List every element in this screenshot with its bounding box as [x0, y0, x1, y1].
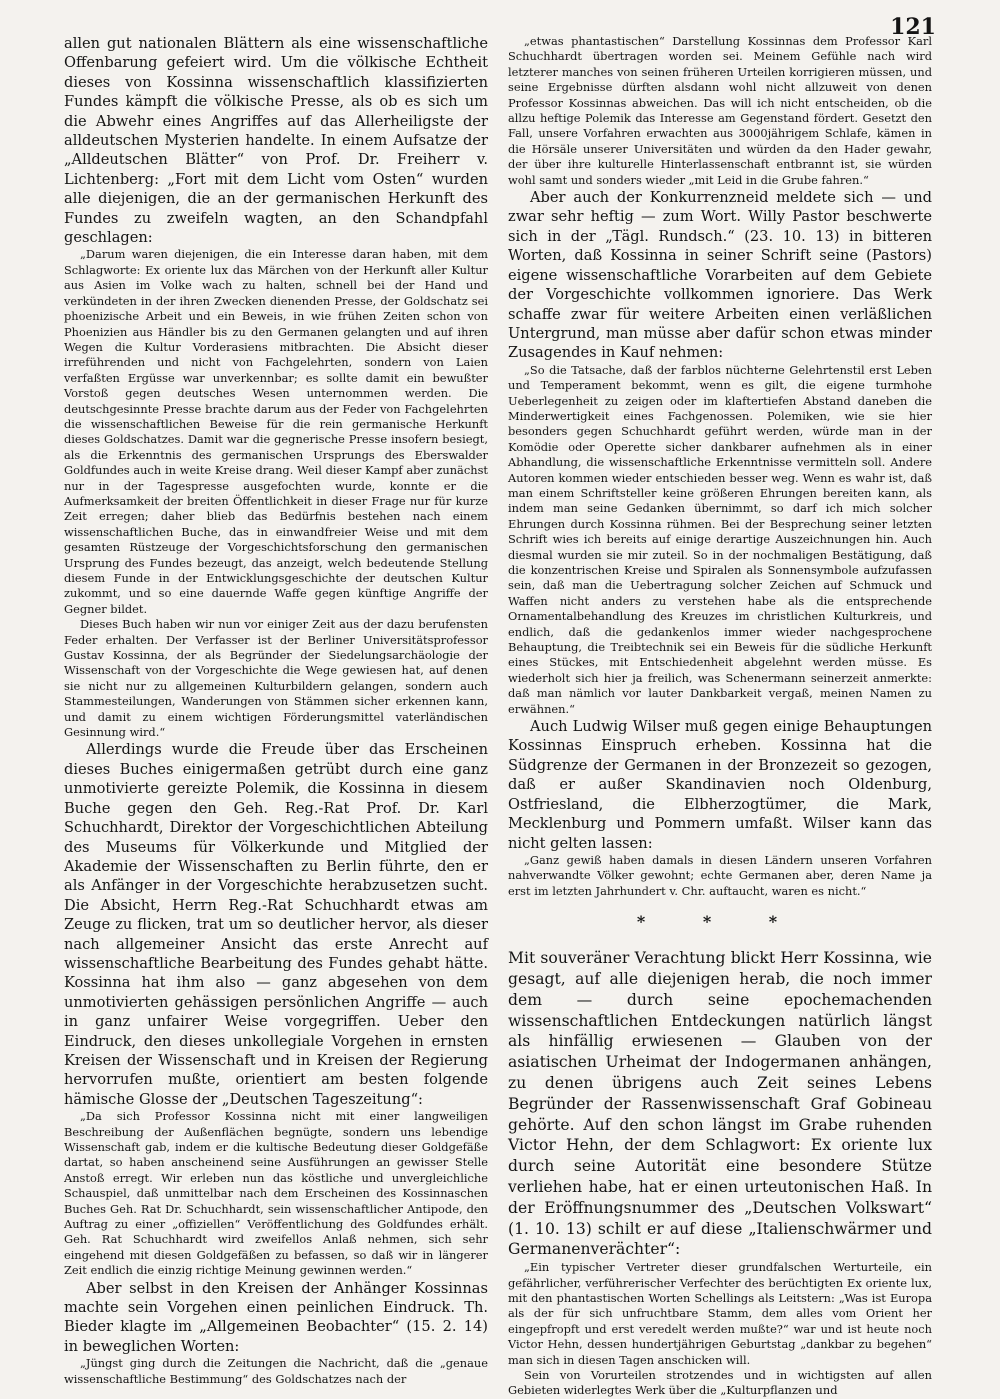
right-column [508, 34, 932, 1399]
quoted-paragraph: „Ein typischer Vertreter dieser grundfalschen Werturteile, ein gefährlicher, verführerischer Verfechter des berüchtigten Ex oriente lux, mit den phantastischen Worten Schellings als Leitstern: „Was ist Europa als der für sich unfruchtbare Stamm, dem alles vom Orient her eingepfropft und erst veredelt werden mußte?“ war und ist heute noch Victor Hehn, dessen hundertjährigen Geburtstag „dankbar zu begehen“ man sich in diesen Tagen anschicken will. [508, 1260, 932, 1367]
left-column [64, 34, 488, 1387]
quoted-paragraph: Dieses Buch haben wir nun vor einiger Zeit aus der dazu berufensten Feder erhalten. Der Verfasser ist der Berliner Universitätsprofessor Gustav Kossinna, der als Begründer der Siedelungsarchäologie der Wissenschaft von der Vorgeschichte die Wege gewiesen hat, auf denen sie nicht nur zu allgemeinen Kulturbildern gelangen, sondern auch Stammesteilungen, Wanderungen von Stämmen sicher erkennen kann, und damit zu einem wichtigen Förderungsmittel vaterländischen Gesinnung wird.“ [64, 617, 488, 740]
body-paragraph: Aber auch der Konkurrenzneid meldete sich — und zwar sehr heftig — zum Wort. Willy Pastor beschwerte sich in der „Tägl. Rundsch.“ (23. 10. 13) in bitteren Worten, daß Kossinna in seiner Schrift seine (Pastors) eigene wissenschaftliche Vorarbeiten auf dem Gebiete der Vorgeschichte vollkommen ignoriere. Das Werk schaffe zwar für weitere Arbeiten einen verläßlichen Untergrund, man müsse aber dafür schon etwas minder Zusagendes in Kauf nehmen: [508, 189, 932, 362]
body-paragraph: Aber selbst in den Kreisen der Anhänger Kossinnas machte sein Vorgehen einen peinlichen Eindruck. Th. Bieder klagte im „Allgemeinen Beobachter“ (15. 2. 14) in beweglichen Worten: [64, 1279, 488, 1355]
quoted-paragraph: „Ganz gewiß haben damals in diesen Ländern unseren Vorfahren nahverwandte Völker gewohnt; echte Germanen aber, deren Name ja erst im letzten Jahrhundert v. Chr. auftaucht, waren es nicht.“ [508, 852, 932, 898]
quoted-paragraph: „Jüngst ging durch die Zeitungen die Nachricht, daß die „genaue wissenschaftliche Bestimmung“ des Goldschatzes nach der [64, 1356, 488, 1386]
body-paragraph: allen gut nationalen Blättern als eine wissenschaftliche Offenbarung gefeiert wird. Um die völkische Echtheit dieses von Kossinna wissenschaftlich klassifizierten Fundes kämpft die völkische Presse, als ob es sich um die Abwehr eines Angriffes auf das Allerheiligste der alldeutschen Mysterien handelte. In einem Aufsatze der „Alldeutschen Blätter“ von Prof. Dr. Freiherr v. Lichtenberg: „Fort mit dem Licht vom Osten“ wurden alle diejenigen, die an der germanischen Herkunft des Fundes zu zweifeln wagten, an den Schandpfahl geschlagen: [64, 35, 488, 247]
quoted-paragraph: „Darum waren diejenigen, die ein Interesse daran haben, mit dem Schlagworte: Ex oriente lux das Märchen von der Herkunft aller Kultur aus Asien im Volke wach zu halten, schnell bei der Hand und verkündeten in der ihren Zwecken dienenden Presse, der Goldschatz sei phoenizische Arbeit und ein Beweis, in wie frühen Zeiten schon von Phoenizien aus Händler bis zu den Germanen gelangten und auf ihren Wegen die Kultur Vorderasiens mitbrachten. Die Absicht dieser irreführenden und nicht von Fachgelehrten, sondern von Laien verfaßten Ergüsse war unverkennbar; es sollte damit ein bewußter Vorstoß gegen deutsches Wesen unternommen werden. Die deutschgesinnte Presse brachte darum aus der Feder von Fachgelehrten die wissenschaftlichen Beweise für die rein germanische Herkunft dieses Goldschatzes. Damit war die gegnerische Presse insofern besiegt, als die Erkenntnis des germanischen Ursprungs des Eberswalder Goldfundes auch in weite Kreise drang. Weil dieser Kampf aber zunächst nur in der Tagespresse ausgefochten wurde, konnte er die Aufmerksamkeit der breiten Öffentlichkeit in dieser Frage nur für kurze Zeit erregen; daher blieb das Bedürfnis bestehen nach einem wissenschaftlichen Buche, das in einwandfreier Weise und mit dem gesamten Rüstzeuge der Vorgeschichtsforschung den germanischen Ursprung des Fundes bezeugt, das anzeigt, welch bedeutende Stellung diesem Funde in der Entwicklungsgeschichte der deutschen Kultur zukommt, und so eine dauernde Waffe gegen künftige Angriffe der Gegner bildet. [64, 247, 488, 616]
quoted-paragraph: „etwas phantastischen“ Darstellung Kossinnas dem Professor Karl Schuchhardt übertragen worden sei. Meinem Gefühle nach wird letzterer manches von seinen früheren Urteilen korrigieren müssen, und seine Ergebnisse dürften alsdann wohl nicht allzuweit von denen Professor Kossinnas abweichen. Das will ich nicht entscheiden, ob die allzu heftige Polemik das Interesse am Gegenstand fördert. Gesetzt den Fall, unsere Vorfahren erwachten aus 3000jährigem Schlafe, kämen in die Hörsäle unserer Universitäten und würden da den Hader gewahr, der über ihre kulturelle Hinterlassenschaft entbrannt ist, sie würden wohl samt und sonders wieder „mit Leid in die Grube fahren.“ [508, 34, 932, 187]
section-separator: * * * [636, 912, 804, 932]
body-paragraph: Mit souveräner Verachtung blickt Herr Kossinna, wie gesagt, auf alle diejenigen herab, die noch immer dem — durch seine epochemachenden wissenschaftlichen Entdeckungen natürlich längst als hinfällig erwiesenen — Glauben von der asiatischen Urheimat der Indogermanen anhängen, zu denen übrigens auch Zeit seines Lebens Begründer der Rassenwissenschaft Graf Gobineau gehörte. Auf den schon längst im Grabe ruhenden Victor Hehn, der dem Schlagwort: Ex oriente lux durch seine Autorität eine besondere Stütze verliehen habe, hat er einen urteutonischen Haß. In der Eröffnungsnummer des „Deutschen Volkswart“ (1. 10. 13) schilt er auf diese „Italienschwärmer und Germanenverächter“: [508, 949, 932, 1259]
page-number: 121 [890, 14, 936, 40]
body-paragraph: Auch Ludwig Wilser muß gegen einige Behauptungen Kossinnas Einspruch erheben. Kossinna hat die Südgrenze der Germanen in der Bronzezeit so gezogen, daß er außer Skandinavien noch Oldenburg, Ostfriesland, die Elbherzogtümer, die Mark, Mecklenburg und Pommern umfaßt. Wilser kann das nicht gelten lassen: [508, 718, 932, 852]
quoted-paragraph: Sein von Vorurteilen strotzendes und in wichtigsten auf allen Gebieten widerlegtes Werk über die „Kulturpflanzen und [508, 1368, 932, 1398]
body-paragraph: Allerdings wurde die Freude über das Erscheinen dieses Buches einigermaßen getrübt durch eine ganz unmotivierte gereizte Polemik, die Kossinna in diesem Buche gegen den Geh. Reg.-Rat Prof. Dr. Karl Schuchhardt, Direktor der Vorgeschichtlichen Abteilung des Museums für Völkerkunde und Mitglied der Akademie der Wissenschaften zu Berlin führte, den er als Anfänger in der Vorgeschichte herabzusetzen sucht. Die Absicht, Herrn Reg.-Rat Schuchhardt etwas am Zeuge zu flicken, trat um so deutlicher hervor, als dieser nach allgemeiner Ansicht das erste Anrecht auf wissenschaftliche Bearbeitung des Fundes gehabt hätte. Kossinna hat ihm also — ganz abgesehen von dem unmotivierten gehässigen persönlichen Angriffe — auch in ganz unfairer Weise vorgegriffen. Ueber den Eindruck, den dieses unkollegiale Vorgehen in ernsten Kreisen der Wissenschaft und in Kreisen der Regierung hervorrufen mußte, orientiert am besten folgende hämische Glosse der „Deutschen Tageszeitung“: [64, 741, 488, 1108]
quoted-paragraph: „Da sich Professor Kossinna nicht mit einer langweiligen Beschreibung der Außenflächen begnügte, sondern uns lebendige Wissenschaft gab, indem er die kultische Bedeutung dieser Goldgefäße dartat, so haben anscheinend seine Ausführungen an gewisser Stelle Anstoß erregt. Wir erleben nun das köstliche und unvergleichliche Schauspiel, daß unmittelbar nach dem Erscheinen des Kossinnaschen Buches Geh. Rat Dr. Schuchhardt, sein wissenschaftlicher Antipode, den Auftrag zu einer „offiziellen“ Veröffentlichung des Goldfundes erhält. Geh. Rat Schuchhardt wird zweifellos Anlaß nehmen, sich sehr eingehend mit diesen Goldgefäßen zu befassen, so daß wir in längerer Zeit endlich die einzig richtige Meinung gewinnen werden.“ [64, 1109, 488, 1278]
quoted-paragraph: „So die Tatsache, daß der farblos nüchterne Gelehrtenstil erst Leben und Temperament bekommt, wenn es gilt, die eigene turmhohe Ueberlegenheit zu zeigen oder im klaftertiefen Abstand daneben die Minderwertigkeit eines Fachgenossen. Polemiken, wie sie hier besonders gegen Schuchhardt geführt werden, würde man in der Komödie oder Operette sicher dankbarer aufnehmen als in einer Abhandlung, die wissenschaftliche Erkenntnisse vermitteln soll. Andere Autoren kommen wieder entschieden besser weg. Wenn es wahr ist, daß man einem Schriftsteller keine größeren Ehrungen bereiten kann, als indem man seine Gedanken übernimmt, so darf ich mich solcher Ehrungen durch Kossinna rühmen. Bei der Besprechung seiner letzten Schrift wies ich bereits auf einige derartige Auszeichnungen hin. Auch diesmal wurden sie mir zuteil. So in der nochmaligen Bestätigung, daß die konzentrischen Kreise und Spiralen als Sonnensymbole aufzufassen sein, daß man die Uebertragung solcher Zeichen auf Schmuck und Waffen nicht anders zu verstehen habe als die entsprechende Ornamentalbehandlung des Kreuzes im christlichen Kulturkreis, und endlich, daß die gedankenlos immer wieder nachgesprochene Behauptung, die Treibtechnik sei ein Beweis für die südliche Herkunft eines Stückes, mit Entschiedenheit abgelehnt werden müsse. Es wiederholt sich hier ja freilich, was Schenermann seinerzeit anmerkte: daß man nämlich vor lauter Dankbarkeit vergaß, meinen Namen zu erwähnen.“ [508, 362, 932, 716]
